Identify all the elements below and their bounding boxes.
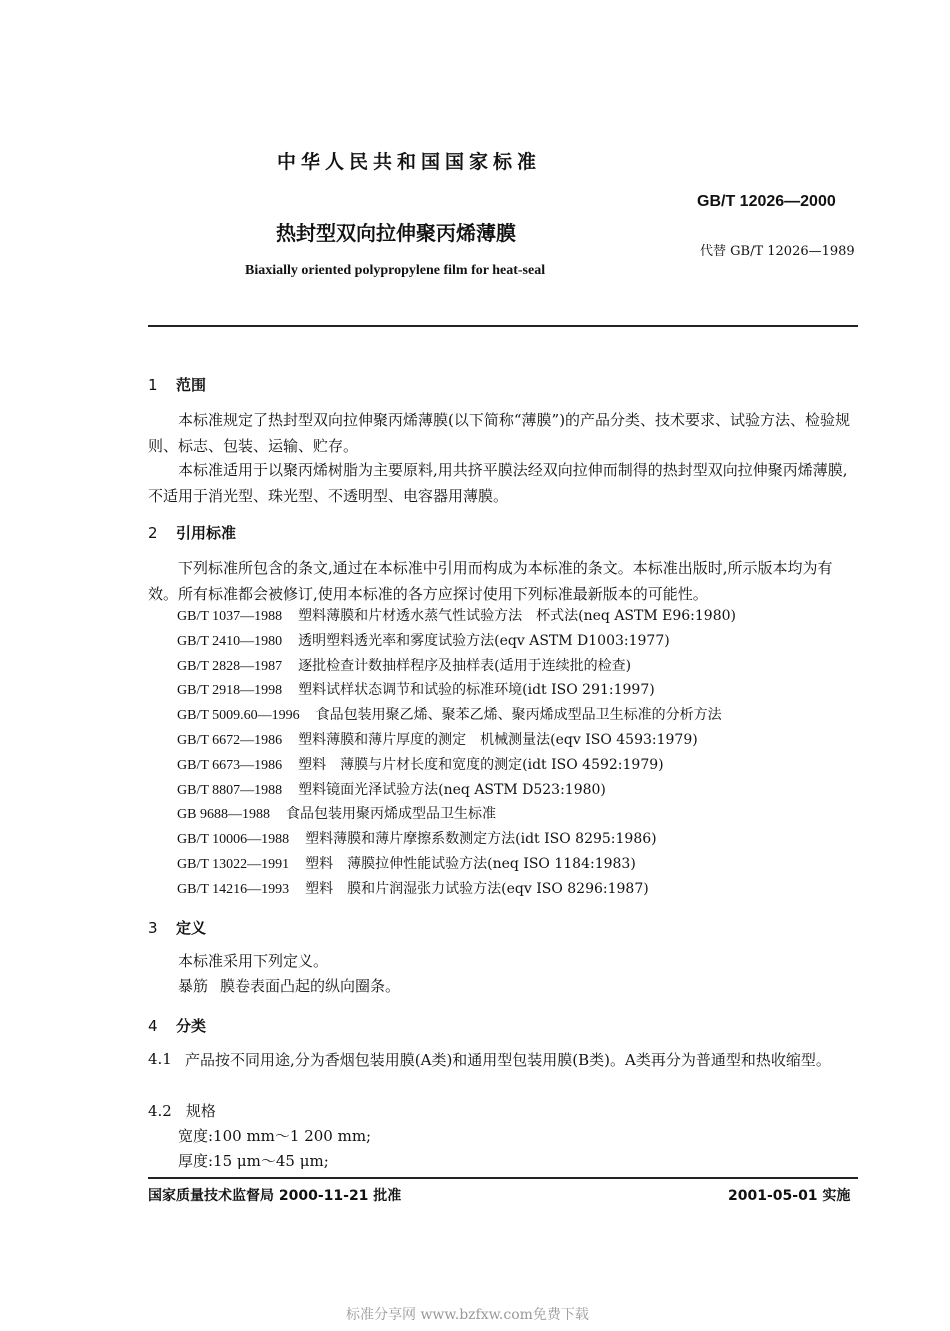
reference-title: 塑料薄膜和片材透水蒸气性试验方法 杯式法(neq ASTM E96:1980) (298, 608, 736, 624)
reference-item (177, 728, 736, 753)
reference-code: GB/T 8807—1988 (177, 782, 283, 798)
clause-number: 4.2 (148, 1102, 172, 1120)
reference-item (177, 678, 736, 703)
reference-list (177, 604, 736, 902)
definition-text: 膜卷表面凸起的纵向圈条。 (220, 977, 401, 995)
section-1-paragraph-2: 本标准适用于以聚丙烯树脂为主要原料,用共挤平膜法经双向拉伸而制得的热封型双向拉伸聚丙烯薄膜,不适用于消光型、珠光型、不透明型、电容器用薄膜。 (148, 461, 848, 505)
reference-item (177, 827, 736, 852)
section-number: 4 (148, 1017, 158, 1035)
section-number: 1 (148, 376, 158, 394)
reference-item (177, 654, 736, 679)
reference-code: GB/T 5009.60—1996 (177, 708, 300, 724)
reference-code: GB/T 2410—1980 (177, 633, 283, 649)
reference-code: GB/T 13022—1991 (177, 856, 290, 872)
clause-4-1-text: 产品按不同用途,分为香烟包装用膜(A类)和通用型包装用膜(B类)。A类再分为普通型和热收缩型。 (185, 1051, 831, 1069)
watermark-text: 标准分享网 www.bzfxw.com免费下载 (346, 1307, 589, 1323)
reference-title: 塑料 薄膜拉伸性能试验方法(neq ISO 1184:1983) (305, 855, 636, 872)
clause-title: 规格 (185, 1102, 216, 1120)
section-title: 范围 (176, 376, 207, 394)
width-spec: 宽度:100 mm～1 200 mm; (178, 1127, 372, 1145)
reference-code: GB/T 6672—1986 (177, 732, 283, 748)
reference-title: 塑料 膜和片润湿张力试验方法(eqv ISO 8296:1987) (305, 880, 649, 897)
section-title: 定义 (176, 919, 207, 937)
reference-code: GB/T 1037—1988 (177, 609, 283, 624)
reference-code: GB/T 10006—1988 (177, 832, 290, 848)
national-standard-heading: 中华人民共和国国家标准 (277, 151, 542, 173)
reference-code: GB/T 2918—1998 (177, 683, 283, 699)
reference-code: GB 9688—1988 (177, 807, 270, 823)
reference-title: 塑料薄膜和薄片摩擦系数测定方法(idt ISO 8295:1986) (305, 831, 657, 848)
section-title: 引用标准 (176, 524, 237, 542)
section-title: 分类 (176, 1017, 207, 1035)
reference-item (177, 802, 736, 827)
reference-title: 塑料薄膜和薄片厚度的测定 机械测量法(eqv ISO 4593:1979) (298, 731, 698, 748)
reference-title: 塑料试样状态调节和试验的标准环境(idt ISO 291:1997) (298, 682, 655, 699)
reference-title: 塑料镜面光泽试验方法(neq ASTM D523:1980) (298, 781, 606, 798)
reference-item (177, 877, 736, 902)
reference-code: GB/T 2828—1987 (177, 658, 283, 674)
document-title-en: Biaxially oriented polypropylene film for heat-seal (245, 263, 546, 278)
reference-item (177, 778, 736, 803)
approval-note: 国家质量技术监督局 2000-11-21 批准 (148, 1188, 402, 1204)
reference-item (177, 629, 736, 654)
definition-item (178, 975, 400, 996)
reference-item (177, 852, 736, 877)
reference-item (177, 753, 736, 778)
reference-title: 逐批检查计数抽样程序及抽样表(适用于连续批的检查) (298, 657, 632, 674)
header-rule (148, 325, 858, 327)
footer-rule (148, 1177, 858, 1179)
reference-code: GB/T 6673—1986 (177, 757, 283, 773)
reference-code: GB/T 14216—1993 (177, 881, 290, 897)
section-3-paragraph-1: 本标准采用下列定义。 (178, 952, 329, 970)
section-3-heading (148, 917, 206, 938)
reference-title: 塑料 薄膜与片材长度和宽度的测定(idt ISO 4592:1979) (298, 756, 664, 773)
standard-code: GB/T 12026—2000 (697, 193, 836, 210)
document-title-cn: 热封型双向拉伸聚丙烯薄膜 (276, 221, 516, 245)
section-number: 3 (148, 919, 158, 937)
reference-item (177, 604, 736, 629)
section-1-heading (148, 374, 206, 395)
section-4-heading (148, 1015, 206, 1036)
section-number: 2 (148, 524, 158, 542)
thickness-spec: 厚度:15 μm～45 μm; (178, 1152, 329, 1170)
clause-4-1-number: 4.1 (148, 1050, 172, 1068)
definition-term: 暴筋 (178, 977, 209, 995)
section-2-heading (148, 522, 236, 543)
reference-title: 食品包装用聚丙烯成型品卫生标准 (285, 806, 496, 823)
implementation-date: 2001-05-01 实施 (728, 1188, 851, 1204)
reference-title: 透明塑料透光率和雾度试验方法(eqv ASTM D1003:1977) (298, 632, 670, 649)
reference-item (177, 703, 736, 728)
replaces-code: 代替 GB/T 12026—1989 (700, 244, 855, 259)
clause-4-2-heading (148, 1100, 216, 1121)
section-2-paragraph-1: 下列标准所包含的条文,通过在本标准中引用而构成为本标准的条文。本标准出版时,所示版本均为有效。所有标准都会被修订,使用本标准的各方应探讨使用下列标准最新版本的可能性。 (148, 559, 833, 603)
reference-title: 食品包装用聚乙烯、聚苯乙烯、聚丙烯成型品卫生标准的分析方法 (315, 707, 722, 724)
section-1-paragraph-1: 本标准规定了热封型双向拉伸聚丙烯薄膜(以下简称“薄膜”)的产品分类、技术要求、试验方法、检验规则、标志、包装、运输、贮存。 (148, 411, 851, 455)
